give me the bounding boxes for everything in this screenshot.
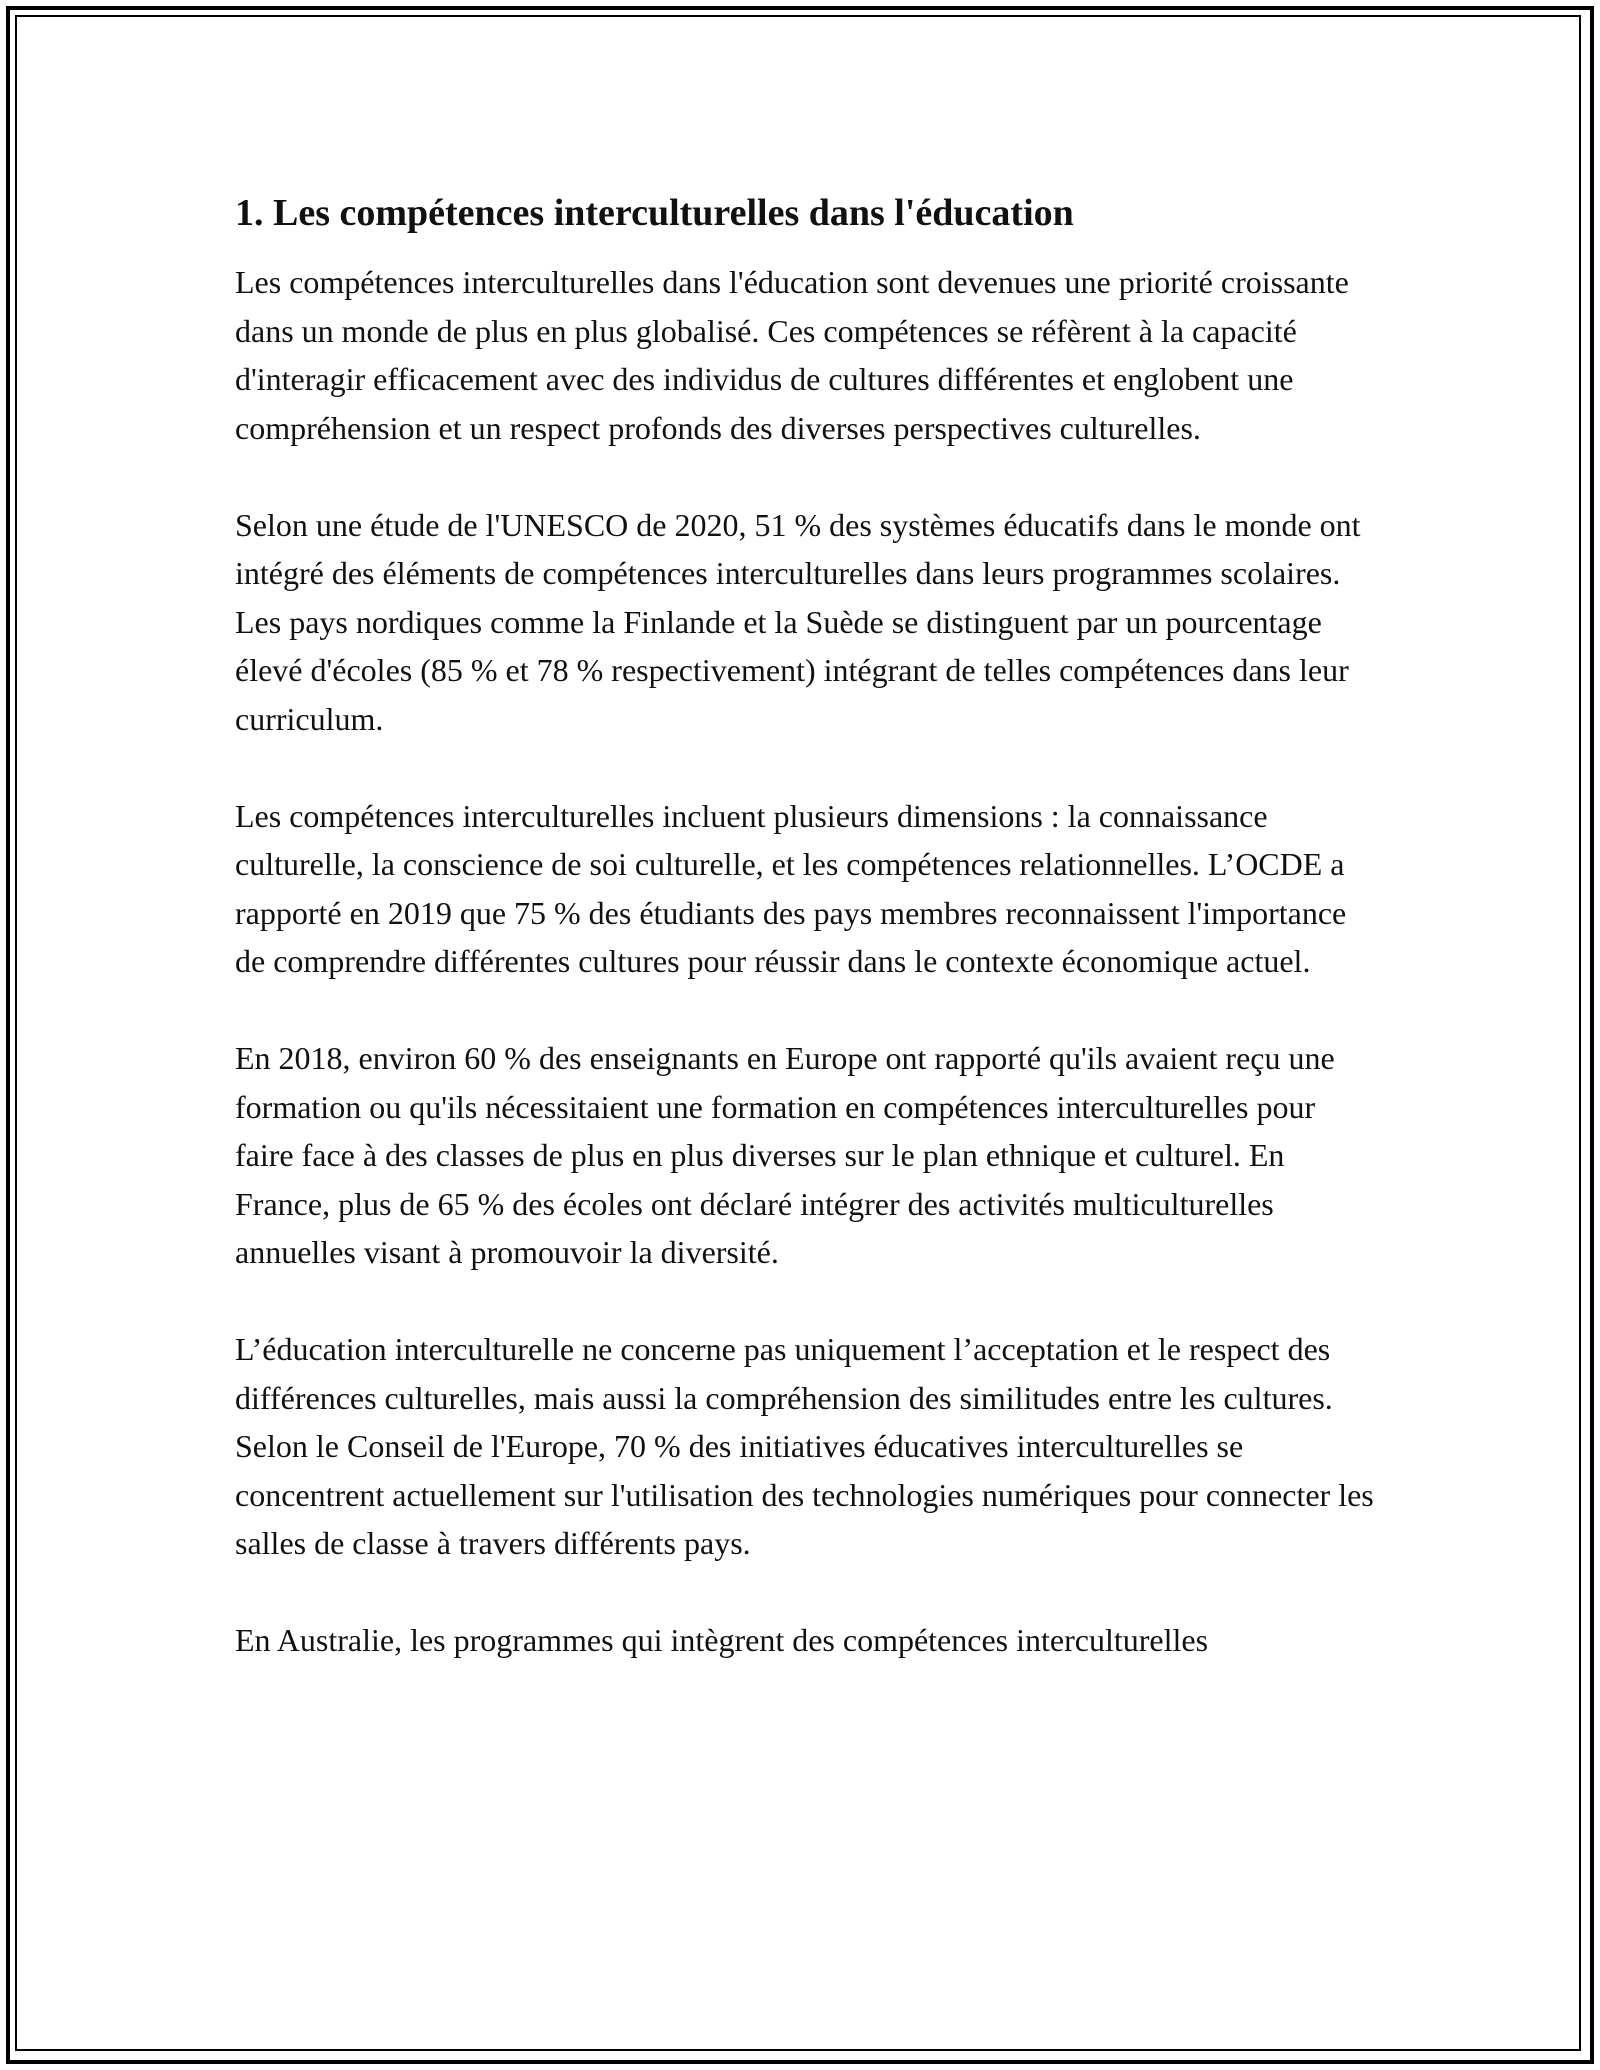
section-heading: 1. Les compétences interculturelles dans l'éducation	[235, 192, 1074, 234]
paragraph-intro: Les compétences interculturelles dans l'éducation sont devenues une priorité croissante dans un monde de plus en plus globalisé. Ces compétences se réfèrent à la capacité d'interagir efficacement avec des individus de cultures différentes et englobent une compréhension et un respect profonds des diverses perspectives culturelles.	[235, 264, 1349, 446]
document-body	[235, 186, 1375, 1713]
paragraph-unesco: Selon une étude de l'UNESCO de 2020, 51 % des systèmes éducatifs dans le monde ont intégré des éléments de compétences interculturelles dans leurs programmes scolaires. Les pays nordiques comme la Finlande et la Suède se distinguent par un pourcentage élevé d'écoles (85 % et 78 % respectivement) intégrant de telles compétences dans leur curriculum.	[235, 506, 1361, 737]
paragraph-dimensions: Les compétences interculturelles incluent plusieurs dimensions : la connaissance culturelle, la conscience de soi culturelle, et les compétences relationnelles. L’OCDE a rapporté en 2019 que 75 % des étudiants des pays membres reconnaissent l'importance de comprendre différentes cultures pour réussir dans le contexte économique actuel.	[235, 797, 1347, 979]
paragraph-council-europe: L’éducation interculturelle ne concerne pas uniquement l’acceptation et le respect des différences culturelles, mais aussi la compréhension des similitudes entre les cultures. Selon le Conseil de l'Europe, 70 % des initiatives éducatives interculturelles se concentrent actuellement sur l'utilisation des technologies numériques pour connecter les salles de classe à travers différents pays.	[235, 1331, 1374, 1561]
paragraph-teachers: En 2018, environ 60 % des enseignants en Europe ont rapporté qu'ils avaient reçu une formation ou qu'ils nécessitaient une formation en compétences interculturelles pour faire face à des classes de plus en plus diverses sur le plan ethnique et culturel. En France, plus de 65 % des écoles ont déclaré intégrer des activités multiculturelles annuelles visant à promouvoir la diversité.	[235, 1040, 1335, 1270]
paragraph-australia: En Australie, les programmes qui intègrent des compétences interculturelles	[235, 1622, 1209, 1658]
